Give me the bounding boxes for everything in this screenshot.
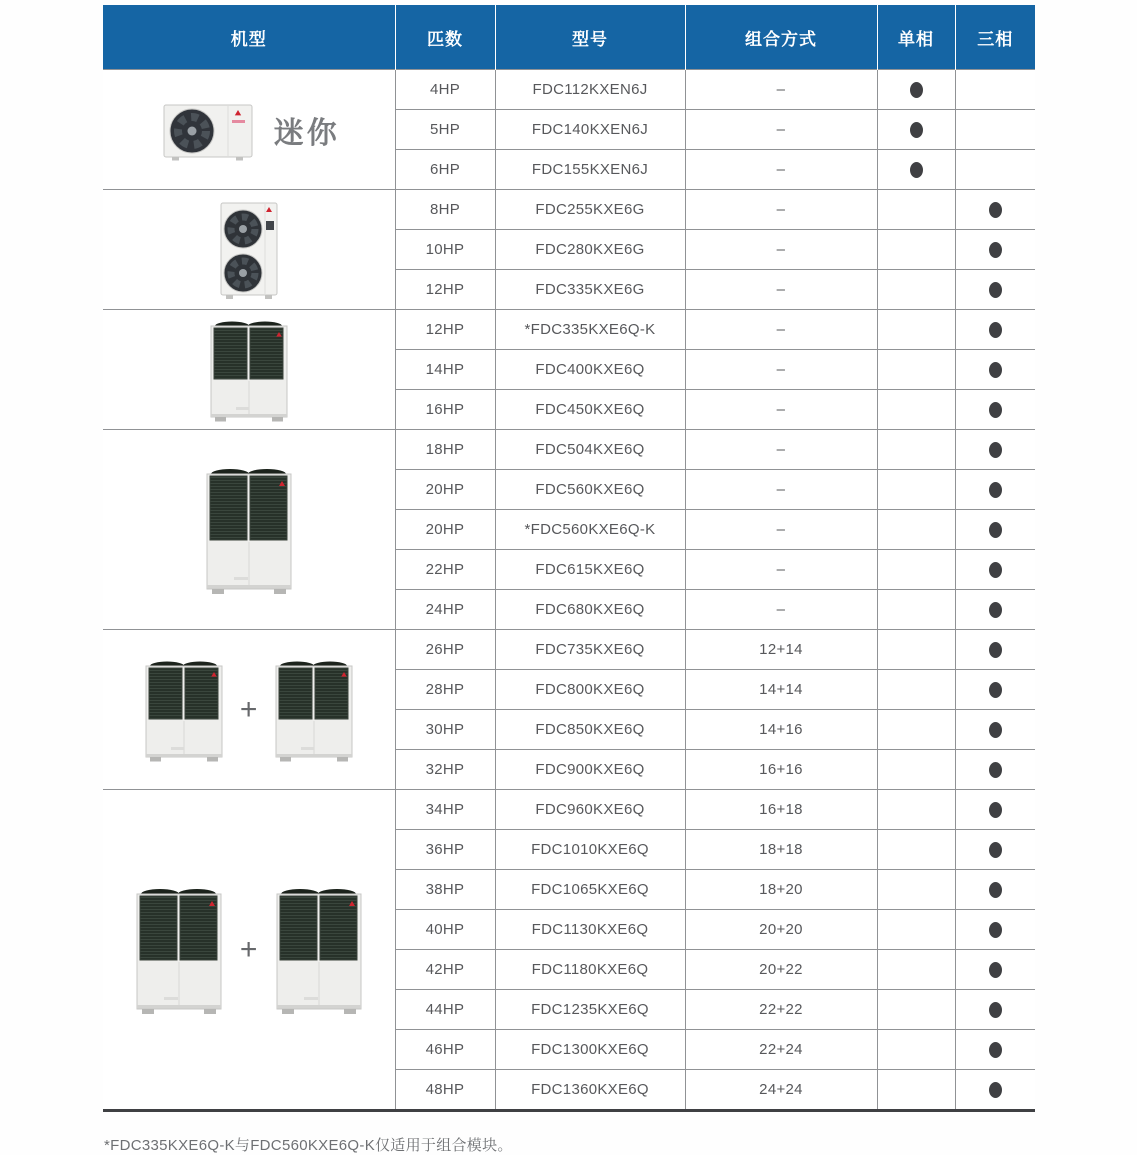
spec-table-header [103,5,1035,70]
model-no-cell: FDC680KXE6Q [495,590,685,630]
model-type-illustration [104,95,394,165]
outdoor-unit-module-tall-image [130,884,228,1016]
hp-cell: 24HP [395,590,495,630]
model-type-illustration [104,657,394,763]
three-phase-cell [955,470,1035,510]
phase-dot-icon [910,122,923,138]
model-type-illustration [104,464,394,596]
combination-cell: – [685,310,877,350]
combination-cell: – [685,390,877,430]
phase-dot-icon [989,642,1002,658]
model-no-cell: FDC560KXE6Q [495,470,685,510]
hp-cell: 6HP [395,150,495,190]
three-phase-cell [955,1070,1035,1111]
combination-cell: 18+18 [685,830,877,870]
model-no-cell: FDC800KXE6Q [495,670,685,710]
combination-cell: 16+18 [685,790,877,830]
hp-cell: 32HP [395,750,495,790]
hp-cell: 20HP [395,470,495,510]
phase-dot-icon [989,602,1002,618]
single-phase-cell [877,310,955,350]
spec-row [103,70,1035,110]
hp-cell: 30HP [395,710,495,750]
hp-cell: 12HP [395,270,495,310]
model-no-cell: FDC1300KXE6Q [495,1030,685,1070]
hp-cell: 36HP [395,830,495,870]
hp-cell: 5HP [395,110,495,150]
three-phase-cell [955,70,1035,110]
model-no-cell: FDC960KXE6Q [495,790,685,830]
three-phase-cell [955,230,1035,270]
model-no-cell: FDC155KXEN6J [495,150,685,190]
phase-dot-icon [989,762,1002,778]
model-type-cell [103,790,395,1111]
model-no-cell: FDC1360KXE6Q [495,1070,685,1111]
combination-cell: – [685,550,877,590]
single-phase-cell [877,110,955,150]
model-type-cell [103,310,395,430]
three-phase-cell [955,390,1035,430]
phase-dot-icon [989,362,1002,378]
outdoor-unit-module-tall-image [270,884,368,1016]
plus-symbol: + [239,932,258,966]
three-phase-cell [955,1030,1035,1070]
phase-dot-icon [989,1082,1002,1098]
phase-dot-icon [989,402,1002,418]
phase-dot-icon [989,442,1002,458]
combination-cell: – [685,70,877,110]
phase-dot-icon [989,802,1002,818]
phase-dot-icon [989,242,1002,258]
hp-cell: 20HP [395,510,495,550]
three-phase-cell [955,310,1035,350]
header-single-phase: 单相 [877,5,955,70]
three-phase-cell [955,990,1035,1030]
hp-cell: 8HP [395,190,495,230]
single-phase-cell [877,630,955,670]
combination-cell: – [685,590,877,630]
three-phase-cell [955,630,1035,670]
three-phase-cell [955,910,1035,950]
single-phase-cell [877,670,955,710]
phase-dot-icon [989,722,1002,738]
hp-cell: 38HP [395,870,495,910]
hp-cell: 34HP [395,790,495,830]
model-no-cell: FDC1010KXE6Q [495,830,685,870]
phase-dot-icon [989,322,1002,338]
single-phase-cell [877,150,955,190]
model-type-cell [103,70,395,190]
three-phase-cell [955,510,1035,550]
model-no-cell: *FDC335KXE6Q-K [495,310,685,350]
outdoor-unit-module-image [205,317,293,423]
combination-cell: – [685,350,877,390]
combination-cell: 22+24 [685,1030,877,1070]
model-no-cell: FDC335KXE6G [495,270,685,310]
combination-cell: 18+20 [685,870,877,910]
phase-dot-icon [989,882,1002,898]
hp-cell: 18HP [395,430,495,470]
combination-cell: – [685,270,877,310]
single-phase-cell [877,270,955,310]
three-phase-cell [955,270,1035,310]
phase-dot-icon [989,482,1002,498]
combination-cell: – [685,510,877,550]
three-phase-cell [955,150,1035,190]
model-no-cell: FDC1235KXE6Q [495,990,685,1030]
hp-cell: 46HP [395,1030,495,1070]
outdoor-unit-dual-fan-image [210,197,288,303]
model-type-illustration [104,197,394,303]
model-no-cell: FDC112KXEN6J [495,70,685,110]
model-no-cell: FDC735KXE6Q [495,630,685,670]
combination-cell: 24+24 [685,1070,877,1111]
hp-cell: 10HP [395,230,495,270]
phase-dot-icon [989,842,1002,858]
plus-symbol: + [239,692,258,726]
model-no-cell: FDC1065KXE6Q [495,870,685,910]
single-phase-cell [877,1030,955,1070]
three-phase-cell [955,350,1035,390]
hp-cell: 44HP [395,990,495,1030]
model-caption: 迷你 [273,116,340,150]
outdoor-unit-module-image [140,657,228,763]
three-phase-cell [955,830,1035,870]
model-type-cell [103,430,395,630]
spec-row [103,310,1035,350]
spec-row [103,430,1035,470]
outdoor-unit-module-image [270,657,358,763]
spec-row [103,190,1035,230]
combination-cell: – [685,150,877,190]
header-model-no: 型号 [495,5,685,70]
model-type-illustration [104,317,394,423]
combination-cell: – [685,470,877,510]
single-phase-cell [877,910,955,950]
footnote: *FDC335KXE6Q-K与FDC560KXE6Q-K仅适用于组合模块。 [104,1137,513,1154]
hp-cell: 28HP [395,670,495,710]
single-phase-cell [877,350,955,390]
single-phase-cell [877,510,955,550]
combination-cell: 20+22 [685,950,877,990]
hp-cell: 22HP [395,550,495,590]
three-phase-cell [955,750,1035,790]
model-no-cell: FDC504KXE6Q [495,430,685,470]
model-no-cell: *FDC560KXE6Q-K [495,510,685,550]
single-phase-cell [877,390,955,430]
outdoor-unit-mini-image [158,95,258,165]
hp-cell: 42HP [395,950,495,990]
combination-cell: 14+14 [685,670,877,710]
header-model-type: 机型 [103,5,395,70]
combination-cell: – [685,430,877,470]
three-phase-cell [955,790,1035,830]
single-phase-cell [877,430,955,470]
three-phase-cell [955,550,1035,590]
model-no-cell: FDC400KXE6Q [495,350,685,390]
outdoor-unit-module-tall-image [200,464,298,596]
phase-dot-icon [910,162,923,178]
spec-row [103,630,1035,670]
combination-cell: 20+20 [685,910,877,950]
single-phase-cell [877,790,955,830]
phase-dot-icon [989,962,1002,978]
three-phase-cell [955,430,1035,470]
phase-dot-icon [989,202,1002,218]
hp-cell: 4HP [395,70,495,110]
combination-cell: – [685,230,877,270]
combination-cell: 12+14 [685,630,877,670]
header-three-phase: 三相 [955,5,1035,70]
single-phase-cell [877,230,955,270]
three-phase-cell [955,590,1035,630]
phase-dot-icon [989,922,1002,938]
header-combination: 组合方式 [685,5,877,70]
single-phase-cell [877,750,955,790]
header-row [103,5,1035,70]
hp-cell: 14HP [395,350,495,390]
single-phase-cell [877,710,955,750]
three-phase-cell [955,950,1035,990]
single-phase-cell [877,70,955,110]
phase-dot-icon [989,1042,1002,1058]
single-phase-cell [877,950,955,990]
three-phase-cell [955,670,1035,710]
hp-cell: 48HP [395,1070,495,1111]
model-no-cell: FDC900KXE6Q [495,750,685,790]
phase-dot-icon [989,282,1002,298]
single-phase-cell [877,470,955,510]
hp-cell: 26HP [395,630,495,670]
combination-cell: 14+16 [685,710,877,750]
phase-dot-icon [989,562,1002,578]
hp-cell: 40HP [395,910,495,950]
combination-cell: – [685,190,877,230]
model-no-cell: FDC255KXE6G [495,190,685,230]
hp-cell: 16HP [395,390,495,430]
model-no-cell: FDC450KXE6Q [495,390,685,430]
model-type-illustration [104,884,394,1016]
single-phase-cell [877,990,955,1030]
model-no-cell: FDC280KXE6G [495,230,685,270]
three-phase-cell [955,710,1035,750]
phase-dot-icon [910,82,923,98]
phase-dot-icon [989,682,1002,698]
model-type-cell [103,630,395,790]
phase-dot-icon [989,1002,1002,1018]
combination-cell: – [685,110,877,150]
model-no-cell: FDC140KXEN6J [495,110,685,150]
spec-row [103,790,1035,830]
three-phase-cell [955,870,1035,910]
single-phase-cell [877,190,955,230]
three-phase-cell [955,110,1035,150]
spec-table [103,5,1035,1112]
single-phase-cell [877,590,955,630]
combination-cell: 22+22 [685,990,877,1030]
three-phase-cell [955,190,1035,230]
phase-dot-icon [989,522,1002,538]
single-phase-cell [877,550,955,590]
model-no-cell: FDC1180KXE6Q [495,950,685,990]
hp-cell: 12HP [395,310,495,350]
model-type-cell [103,190,395,310]
header-hp: 匹数 [395,5,495,70]
combination-cell: 16+16 [685,750,877,790]
spec-table-body [103,70,1035,1111]
model-no-cell: FDC1130KXE6Q [495,910,685,950]
single-phase-cell [877,830,955,870]
single-phase-cell [877,870,955,910]
model-no-cell: FDC615KXE6Q [495,550,685,590]
model-no-cell: FDC850KXE6Q [495,710,685,750]
single-phase-cell [877,1070,955,1111]
